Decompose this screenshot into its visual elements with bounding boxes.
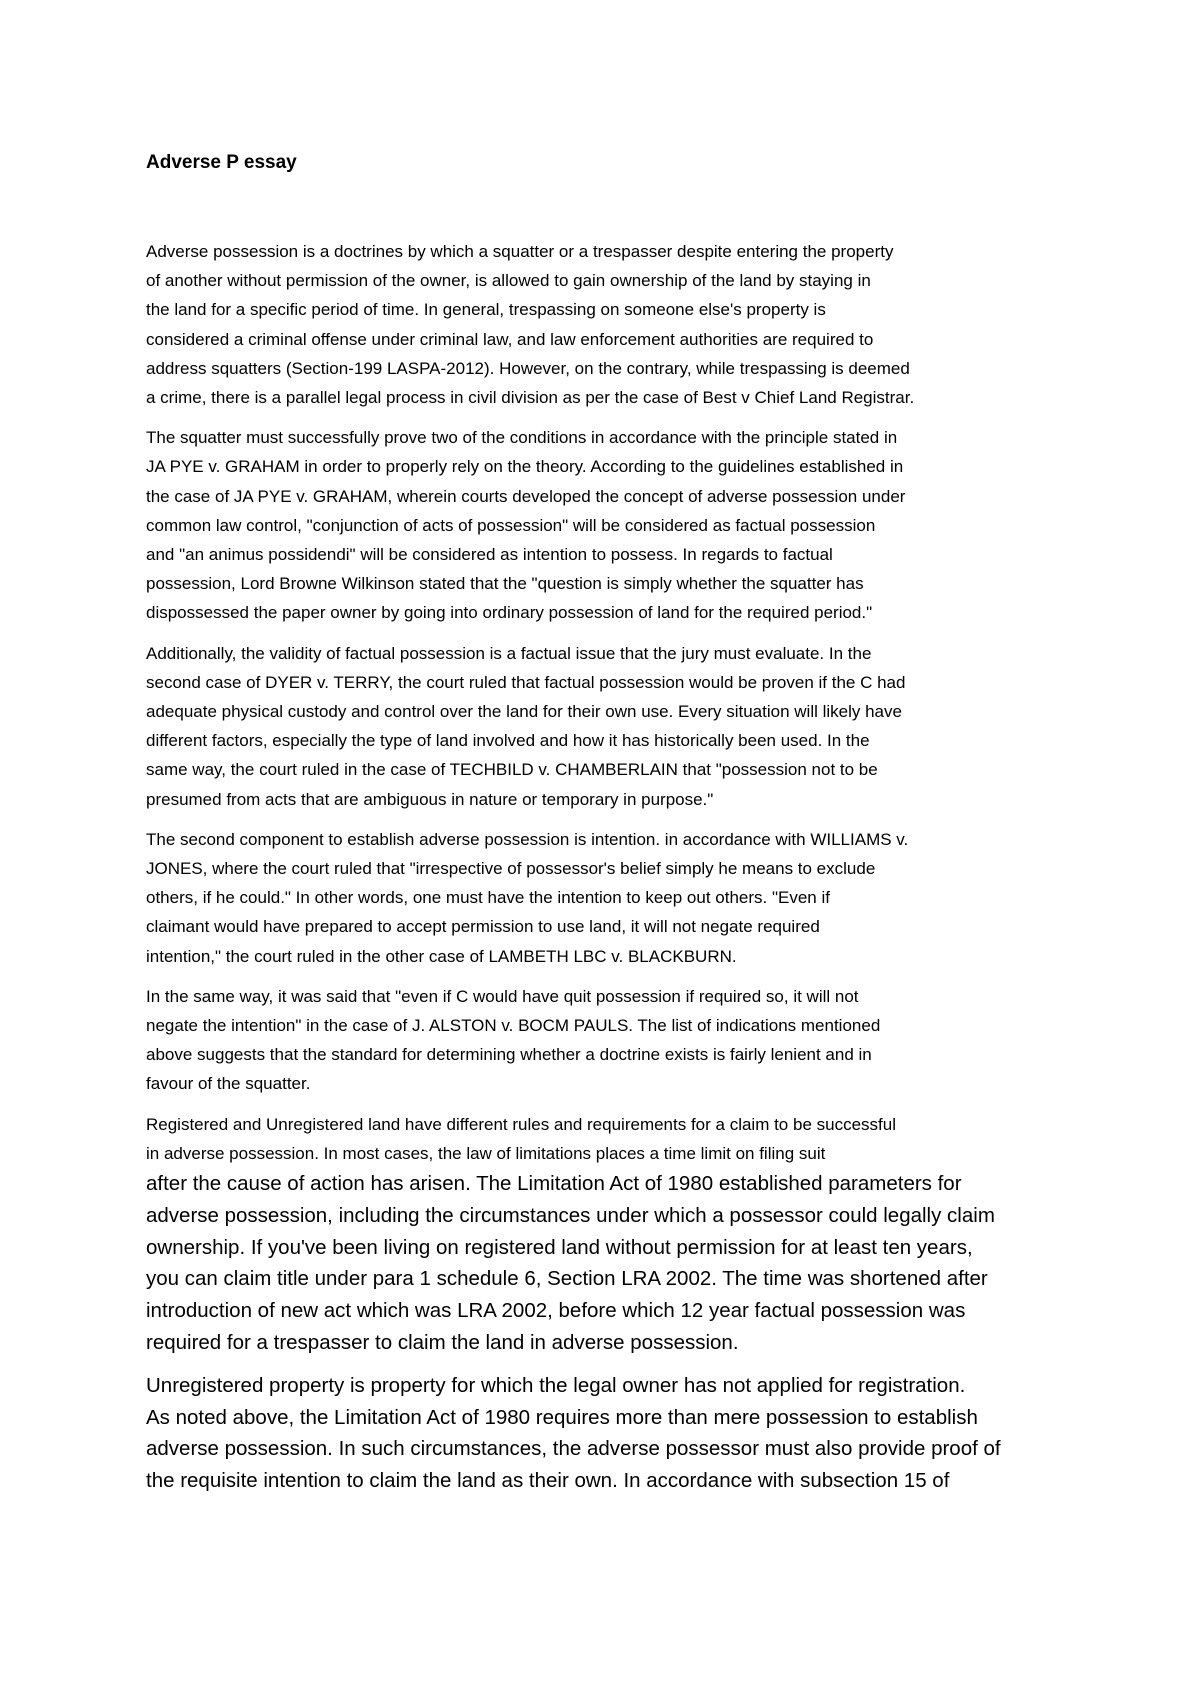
- paragraph-pye-graham: [146, 423, 1058, 627]
- paragraph-unregistered-land: [146, 1370, 1058, 1497]
- text-line: The squatter must successfully prove two of the conditions in accordance with the principle stated in: [146, 428, 898, 448]
- text-line: adequate physical custody and control over the land for their own use. Every situation will likely have: [146, 702, 902, 722]
- text-line: the land for a specific period of time. In general, trespassing on someone else's property is: [146, 300, 826, 320]
- text-line: The second component to establish adverse possession is intention. in accordance with WILLIAMS v.: [146, 829, 909, 849]
- paragraph-factual-possession: [146, 639, 1058, 814]
- paragraph-definition: [146, 237, 1058, 412]
- text-line: the case of JA PYE v. GRAHAM, wherein courts developed the concept of adverse possession under: [146, 486, 906, 506]
- text-line: dispossessed the paper owner by going into ordinary possession of land for the required period.": [146, 603, 873, 623]
- text-line: claimant would have prepared to accept permission to use land, it will not negate required: [146, 917, 820, 937]
- text-line: Unregistered property is property for which the legal owner has not applied for registration.: [146, 1373, 966, 1397]
- text-line: others, if he could." In other words, one must have the intention to keep out others. "Even if: [146, 888, 830, 908]
- text-line: JA PYE v. GRAHAM in order to properly rely on the theory. According to the guidelines established in: [146, 457, 904, 477]
- text-line: Adverse possession is a doctrines by which a squatter or a trespasser despite entering the property: [146, 242, 894, 261]
- text-line: and "an animus possidendi" will be considered as intention to possess. In regards to factual: [146, 545, 833, 565]
- text-line: Additionally, the validity of factual possession is a factual issue that the jury must evaluate. In the: [146, 643, 872, 663]
- document-title: Adverse P essay: [146, 152, 297, 173]
- text-line: different factors, especially the type of land involved and how it has historically been used. In the: [146, 731, 870, 751]
- text-line: required for a trespasser to claim the land in adverse possession.: [146, 1331, 739, 1355]
- text-line: address squatters (Section-199 LASPA-2012). However, on the contrary, while trespassing is deemed: [146, 358, 910, 378]
- text-line: a crime, there is a parallel legal process in civil division as per the case of Best v Chief Land Registrar.: [146, 388, 915, 408]
- text-line: of another without permission of the owner, is allowed to gain ownership of the land by staying in: [146, 271, 871, 291]
- text-line: same way, the court ruled in the case of TECHBILD v. CHAMBERLAIN that "possession not to be: [146, 760, 878, 780]
- text-line: JONES, where the court ruled that "irrespective of possessor's belief simply he means to exclude: [146, 859, 876, 879]
- text-line: after the cause of action has arisen. The Limitation Act of 1980 established parameters for: [146, 1172, 962, 1196]
- text-line: you can claim title under para 1 schedule 6, Section LRA 2002. The time was shortened after: [146, 1267, 988, 1291]
- text-line: introduction of new act which was LRA 2002, before which 12 year factual possession was: [146, 1299, 966, 1323]
- paragraph-intention: [146, 825, 1058, 971]
- document-body: [146, 237, 1058, 1507]
- text-line: common law control, "conjunction of acts of possession" will be considered as factual possession: [146, 515, 876, 535]
- text-line: intention," the court ruled in the other case of LAMBETH LBC v. BLACKBURN.: [146, 946, 737, 966]
- text-line: above suggests that the standard for determining whether a doctrine exists is fairly lenient and in: [146, 1045, 872, 1065]
- paragraph-registered-land: [146, 1110, 1058, 1359]
- text-line: ownership. If you've been living on registered land without permission for at least ten years,: [146, 1235, 973, 1259]
- text-line: As noted above, the Limitation Act of 1980 requires more than mere possession to establish: [146, 1405, 978, 1429]
- paragraph-alston: [146, 982, 1058, 1099]
- text-line: considered a criminal offense under criminal law, and law enforcement authorities are required to: [146, 329, 874, 349]
- text-line: Registered and Unregistered land have different rules and requirements for a claim to be successful: [146, 1114, 896, 1134]
- text-line: the requisite intention to claim the land as their own. In accordance with subsection 15 of: [146, 1469, 950, 1493]
- text-line: adverse possession, including the circumstances under which a possessor could legally claim: [146, 1203, 995, 1227]
- text-line: second case of DYER v. TERRY, the court ruled that factual possession would be proven if the C had: [146, 672, 906, 692]
- text-line: possession, Lord Browne Wilkinson stated that the "question is simply whether the squatter has: [146, 574, 864, 594]
- text-line: presumed from acts that are ambiguous in nature or temporary in purpose.": [146, 789, 714, 809]
- text-line: in adverse possession. In most cases, the law of limitations places a time limit on filing suit: [146, 1143, 826, 1163]
- text-line: In the same way, it was said that "even if C would have quit possession if required so, it will not: [146, 986, 859, 1006]
- text-line: favour of the squatter.: [146, 1074, 311, 1094]
- text-line: adverse possession. In such circumstances, the adverse possessor must also provide proof of: [146, 1437, 1001, 1461]
- text-line: negate the intention" in the case of J. ALSTON v. BOCM PAULS. The list of indications mentioned: [146, 1016, 881, 1036]
